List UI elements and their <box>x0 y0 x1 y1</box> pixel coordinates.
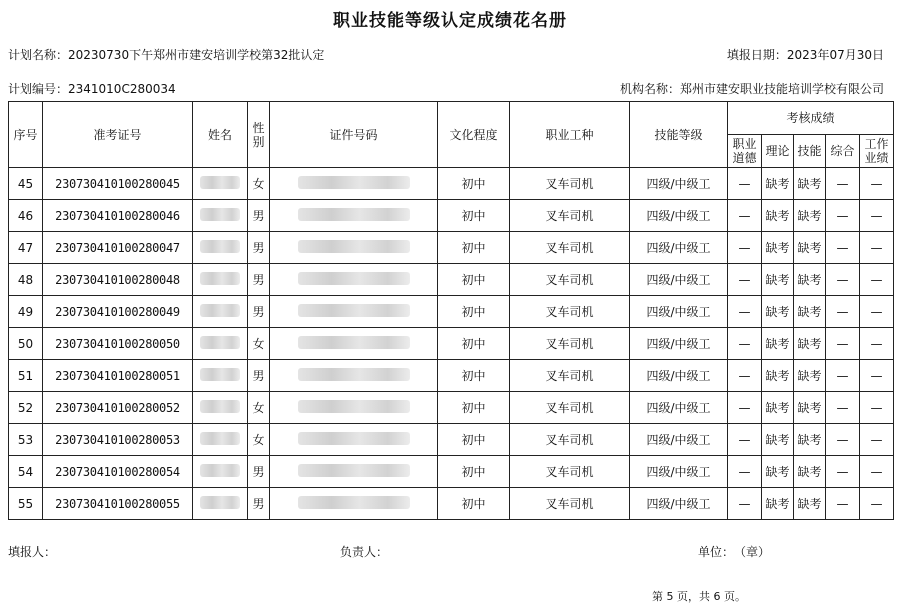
table-row <box>9 264 894 296</box>
cell-skill-level: 四级/中级工 <box>630 296 728 328</box>
redacted-id-number <box>298 304 410 317</box>
header-score-group: 考核成绩 <box>728 102 894 135</box>
footer-responsible: 负责人： <box>340 545 389 559</box>
table-row <box>9 488 894 520</box>
cell-theory: 缺考 <box>762 200 794 232</box>
redacted-id-number <box>298 400 410 413</box>
cell-ethics: — <box>728 488 762 520</box>
table-row <box>9 296 894 328</box>
cell-ticket-number: 230730410100280048 <box>43 264 193 296</box>
footer-unit-seal: 单位： （章） <box>698 545 771 559</box>
cell-gender: 女 <box>248 424 270 456</box>
redacted-name <box>200 304 240 317</box>
cell-theory: 缺考 <box>762 232 794 264</box>
cell-education: 初中 <box>438 200 510 232</box>
table-row <box>9 392 894 424</box>
cell-seq: 54 <box>9 456 43 488</box>
cell-ethics: — <box>728 232 762 264</box>
cell-gender: 男 <box>248 264 270 296</box>
header-theory: 理论 <box>762 135 794 168</box>
cell-work-performance: — <box>860 296 894 328</box>
header-id-number: 证件号码 <box>270 102 438 168</box>
cell-name-redacted <box>193 200 248 232</box>
score-roster-table <box>8 101 894 520</box>
redacted-id-number <box>298 336 410 349</box>
cell-id-number-redacted <box>270 296 438 328</box>
cell-overall: — <box>826 488 860 520</box>
cell-ethics: — <box>728 456 762 488</box>
cell-work-performance: — <box>860 264 894 296</box>
cell-overall: — <box>826 392 860 424</box>
cell-occupation: 叉车司机 <box>510 296 630 328</box>
header-work-performance: 工作业绩 <box>860 135 894 168</box>
cell-gender: 男 <box>248 360 270 392</box>
cell-overall: — <box>826 296 860 328</box>
cell-overall: — <box>826 456 860 488</box>
redacted-name <box>200 336 240 349</box>
cell-theory: 缺考 <box>762 392 794 424</box>
cell-ethics: — <box>728 200 762 232</box>
cell-name-redacted <box>193 264 248 296</box>
redacted-id-number <box>298 240 410 253</box>
header-name: 姓名 <box>193 102 248 168</box>
cell-occupation: 叉车司机 <box>510 168 630 200</box>
redacted-name <box>200 272 240 285</box>
cell-gender: 女 <box>248 392 270 424</box>
cell-ethics: — <box>728 392 762 424</box>
redacted-name <box>200 496 240 509</box>
cell-skill-level: 四级/中级工 <box>630 456 728 488</box>
cell-gender: 男 <box>248 488 270 520</box>
cell-name-redacted <box>193 392 248 424</box>
cell-gender: 女 <box>248 168 270 200</box>
cell-theory: 缺考 <box>762 168 794 200</box>
cell-theory: 缺考 <box>762 264 794 296</box>
cell-seq: 53 <box>9 424 43 456</box>
cell-id-number-redacted <box>270 168 438 200</box>
cell-gender: 男 <box>248 456 270 488</box>
cell-name-redacted <box>193 328 248 360</box>
cell-ticket-number: 230730410100280052 <box>43 392 193 424</box>
table-row <box>9 328 894 360</box>
table-row <box>9 168 894 200</box>
cell-seq: 46 <box>9 200 43 232</box>
redacted-name <box>200 464 240 477</box>
cell-work-performance: — <box>860 424 894 456</box>
redacted-name <box>200 240 240 253</box>
cell-theory: 缺考 <box>762 488 794 520</box>
cell-ethics: — <box>728 296 762 328</box>
cell-overall: — <box>826 264 860 296</box>
cell-skill: 缺考 <box>794 168 826 200</box>
cell-seq: 52 <box>9 392 43 424</box>
cell-overall: — <box>826 200 860 232</box>
cell-overall: — <box>826 232 860 264</box>
cell-id-number-redacted <box>270 264 438 296</box>
cell-skill: 缺考 <box>794 232 826 264</box>
organization-name: 机构名称：郑州市建安职业技能培训学校有限公司 <box>619 82 884 96</box>
table-header-row <box>9 102 894 135</box>
cell-ethics: — <box>728 328 762 360</box>
cell-skill: 缺考 <box>794 264 826 296</box>
header-education: 文化程度 <box>438 102 510 168</box>
cell-education: 初中 <box>438 456 510 488</box>
cell-work-performance: — <box>860 360 894 392</box>
cell-occupation: 叉车司机 <box>510 200 630 232</box>
cell-seq: 50 <box>9 328 43 360</box>
cell-name-redacted <box>193 456 248 488</box>
cell-seq: 48 <box>9 264 43 296</box>
cell-theory: 缺考 <box>762 456 794 488</box>
cell-skill-level: 四级/中级工 <box>630 392 728 424</box>
cell-id-number-redacted <box>270 328 438 360</box>
redacted-name <box>200 368 240 381</box>
cell-name-redacted <box>193 424 248 456</box>
header-ticket-number: 准考证号 <box>43 102 193 168</box>
cell-skill: 缺考 <box>794 456 826 488</box>
cell-occupation: 叉车司机 <box>510 488 630 520</box>
cell-skill: 缺考 <box>794 200 826 232</box>
cell-education: 初中 <box>438 488 510 520</box>
header-occupation: 职业工种 <box>510 102 630 168</box>
redacted-name <box>200 432 240 445</box>
cell-work-performance: — <box>860 168 894 200</box>
redacted-id-number <box>298 368 410 381</box>
header-skill-level: 技能等级 <box>630 102 728 168</box>
cell-skill-level: 四级/中级工 <box>630 328 728 360</box>
document-title: 职业技能等级认定成绩花名册 <box>333 11 567 31</box>
cell-skill: 缺考 <box>794 296 826 328</box>
cell-seq: 47 <box>9 232 43 264</box>
cell-ticket-number: 230730410100280053 <box>43 424 193 456</box>
cell-ticket-number: 230730410100280047 <box>43 232 193 264</box>
cell-ethics: — <box>728 264 762 296</box>
cell-overall: — <box>826 168 860 200</box>
cell-skill: 缺考 <box>794 328 826 360</box>
cell-name-redacted <box>193 488 248 520</box>
cell-overall: — <box>826 328 860 360</box>
cell-skill: 缺考 <box>794 360 826 392</box>
cell-ticket-number: 230730410100280050 <box>43 328 193 360</box>
cell-name-redacted <box>193 296 248 328</box>
plan-code: 计划编号：2341010C280034 <box>8 82 176 96</box>
cell-skill: 缺考 <box>794 424 826 456</box>
cell-gender: 男 <box>248 296 270 328</box>
table-row <box>9 360 894 392</box>
header-overall: 综合 <box>826 135 860 168</box>
cell-id-number-redacted <box>270 360 438 392</box>
cell-education: 初中 <box>438 328 510 360</box>
cell-gender: 女 <box>248 328 270 360</box>
cell-occupation: 叉车司机 <box>510 392 630 424</box>
cell-ticket-number: 230730410100280054 <box>43 456 193 488</box>
table-row <box>9 200 894 232</box>
cell-id-number-redacted <box>270 424 438 456</box>
cell-education: 初中 <box>438 392 510 424</box>
redacted-id-number <box>298 432 410 445</box>
cell-gender: 男 <box>248 232 270 264</box>
cell-theory: 缺考 <box>762 328 794 360</box>
cell-education: 初中 <box>438 168 510 200</box>
cell-education: 初中 <box>438 232 510 264</box>
cell-occupation: 叉车司机 <box>510 424 630 456</box>
cell-occupation: 叉车司机 <box>510 232 630 264</box>
cell-ticket-number: 230730410100280049 <box>43 296 193 328</box>
cell-name-redacted <box>193 168 248 200</box>
cell-name-redacted <box>193 232 248 264</box>
cell-skill-level: 四级/中级工 <box>630 168 728 200</box>
cell-work-performance: — <box>860 488 894 520</box>
cell-occupation: 叉车司机 <box>510 328 630 360</box>
redacted-id-number <box>298 176 410 189</box>
header-skill: 技能 <box>794 135 826 168</box>
cell-education: 初中 <box>438 296 510 328</box>
redacted-id-number <box>298 464 410 477</box>
cell-seq: 45 <box>9 168 43 200</box>
cell-id-number-redacted <box>270 392 438 424</box>
cell-occupation: 叉车司机 <box>510 264 630 296</box>
header-seq: 序号 <box>9 102 43 168</box>
cell-skill: 缺考 <box>794 488 826 520</box>
cell-education: 初中 <box>438 264 510 296</box>
cell-seq: 55 <box>9 488 43 520</box>
cell-skill-level: 四级/中级工 <box>630 264 728 296</box>
cell-id-number-redacted <box>270 488 438 520</box>
cell-work-performance: — <box>860 392 894 424</box>
cell-skill-level: 四级/中级工 <box>630 200 728 232</box>
redacted-id-number <box>298 496 410 509</box>
redacted-id-number <box>298 272 410 285</box>
cell-seq: 51 <box>9 360 43 392</box>
cell-ticket-number: 230730410100280045 <box>43 168 193 200</box>
cell-ethics: — <box>728 424 762 456</box>
page-indicator: 第 5 页，共 6 页。 <box>652 590 746 603</box>
cell-work-performance: — <box>860 456 894 488</box>
cell-education: 初中 <box>438 424 510 456</box>
cell-work-performance: — <box>860 200 894 232</box>
redacted-name <box>200 208 240 221</box>
cell-ticket-number: 230730410100280046 <box>43 200 193 232</box>
cell-work-performance: — <box>860 232 894 264</box>
cell-skill-level: 四级/中级工 <box>630 232 728 264</box>
redacted-name <box>200 176 240 189</box>
cell-skill: 缺考 <box>794 392 826 424</box>
cell-id-number-redacted <box>270 456 438 488</box>
cell-ticket-number: 230730410100280051 <box>43 360 193 392</box>
cell-name-redacted <box>193 360 248 392</box>
cell-seq: 49 <box>9 296 43 328</box>
cell-id-number-redacted <box>270 200 438 232</box>
cell-theory: 缺考 <box>762 424 794 456</box>
header-gender: 性别 <box>248 102 270 168</box>
plan-name: 计划名称：20230730下午郑州市建安培训学校第32批认定 <box>8 48 325 62</box>
footer-filler: 填报人： <box>8 545 57 559</box>
cell-work-performance: — <box>860 328 894 360</box>
cell-skill-level: 四级/中级工 <box>630 424 728 456</box>
table-row <box>9 424 894 456</box>
cell-ethics: — <box>728 168 762 200</box>
table-row <box>9 456 894 488</box>
redacted-id-number <box>298 208 410 221</box>
redacted-name <box>200 400 240 413</box>
cell-ticket-number: 230730410100280055 <box>43 488 193 520</box>
cell-theory: 缺考 <box>762 296 794 328</box>
fill-date: 填报日期：2023年07月30日 <box>726 48 884 62</box>
cell-skill-level: 四级/中级工 <box>630 488 728 520</box>
cell-gender: 男 <box>248 200 270 232</box>
header-ethics: 职业道德 <box>728 135 762 168</box>
table-row <box>9 232 894 264</box>
cell-education: 初中 <box>438 360 510 392</box>
cell-occupation: 叉车司机 <box>510 360 630 392</box>
cell-skill-level: 四级/中级工 <box>630 360 728 392</box>
cell-id-number-redacted <box>270 232 438 264</box>
cell-ethics: — <box>728 360 762 392</box>
cell-overall: — <box>826 424 860 456</box>
cell-theory: 缺考 <box>762 360 794 392</box>
cell-occupation: 叉车司机 <box>510 456 630 488</box>
cell-overall: — <box>826 360 860 392</box>
